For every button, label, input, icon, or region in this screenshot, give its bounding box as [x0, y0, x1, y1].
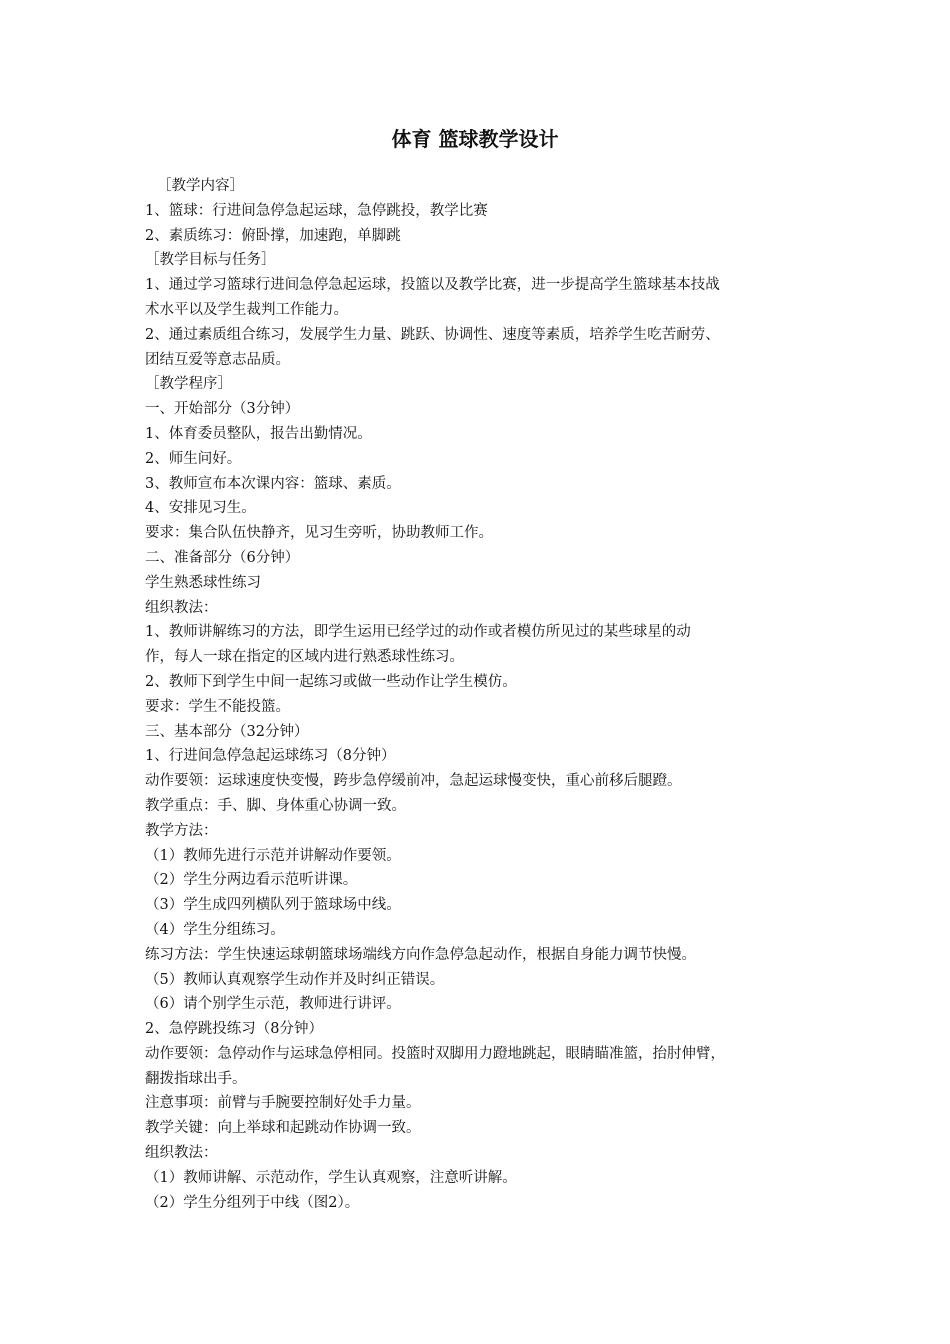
body-line: （5）教师认真观察学生动作并及时纠正错误。: [145, 971, 445, 988]
body-line: 教学关键：向上举球和起跳动作协调一致。: [145, 1120, 421, 1137]
body-line: 2、急停跳投练习（8分钟）: [145, 1021, 323, 1038]
body-line: （2）学生分组列于中线（图2）。: [145, 1194, 360, 1211]
body-line: 组织教法：: [145, 1145, 218, 1162]
body-line: 注意事项：前臂与手腕要控制好处手力量。: [145, 1095, 421, 1112]
document-body: [145, 174, 813, 1215]
body-line: 团结互爱等意志品质。: [145, 351, 290, 368]
body-line: 术水平以及学生裁判工作能力。: [145, 301, 348, 318]
body-line: 动作要领：急停动作与运球急停相同。投篮时双脚用力蹬地跳起，眼睛瞄准篮，抬肘伸臂，: [145, 1045, 725, 1062]
part-heading-prepare: 二、准备部分（6分钟）: [145, 549, 300, 566]
body-line: 学生熟悉球性练习: [145, 574, 261, 591]
body-line: 作，每人一球在指定的区域内进行熟悉球性练习。: [145, 649, 464, 666]
body-line: 动作要领：运球速度快变慢，跨步急停缓前冲，急起运球慢变快，重心前移后腿蹬。: [145, 773, 682, 790]
part-heading-basic: 三、基本部分（32分钟）: [145, 723, 309, 740]
part-heading-start: 一、开始部分（3分钟）: [145, 401, 300, 418]
body-line: （1）教师讲解、示范动作，学生认真观察，注意听讲解。: [145, 1169, 517, 1186]
body-line: 2、通过素质组合练习，发展学生力量、跳跃、协调性、速度等素质，培养学生吃苦耐劳、: [145, 326, 720, 343]
section-heading-procedure: ［教学程序］: [145, 376, 232, 393]
body-line: 练习方法：学生快速运球朝篮球场端线方向作急停急起动作，根据自身能力调节快慢。: [145, 946, 696, 963]
document-title: 体育 篮球教学设计: [391, 127, 559, 151]
body-line: 3、教师宣布本次课内容：篮球、素质。: [145, 475, 401, 492]
section-heading-goals: ［教学目标与任务］: [145, 252, 276, 269]
body-line: （6）请个别学生示范，教师进行讲评。: [145, 996, 401, 1013]
body-line: 教学重点：手、脚、身体重心协调一致。: [145, 797, 406, 814]
body-line: 教学方法：: [145, 822, 218, 839]
body-line: 要求：集合队伍快静齐，见习生旁听，协助教师工作。: [145, 525, 493, 542]
body-line: 1、教师讲解练习的方法，即学生运用已经学过的动作或者模仿所见过的某些球星的动: [145, 624, 691, 641]
section-heading-content: ［教学内容］: [157, 178, 244, 194]
body-line: 1、体育委员整队，报告出勤情况。: [145, 425, 372, 442]
body-line: 要求：学生不能投篮。: [145, 698, 290, 715]
body-line: 组织教法：: [145, 599, 218, 616]
body-line: 2、师生问好。: [145, 450, 242, 467]
body-line: （3）学生成四列横队列于篮球场中线。: [145, 897, 401, 914]
body-line: 1、通过学习篮球行进间急停急起运球，投篮以及教学比赛，进一步提高学生篮球基本技战: [145, 277, 720, 294]
body-line: （4）学生分组练习。: [145, 921, 285, 938]
body-line: 1、篮球：行进间急停急起运球，急停跳投，教学比赛: [145, 202, 488, 219]
body-line: 2、教师下到学生中间一起练习或做一些动作让学生模仿。: [145, 673, 517, 690]
body-line: 翻拨指球出手。: [145, 1070, 247, 1087]
body-line: 4、安排见习生。: [145, 500, 256, 517]
body-line: （2）学生分两边看示范听讲课。: [145, 872, 358, 889]
body-line: （1）教师先进行示范并讲解动作要领。: [145, 847, 401, 864]
body-line: 1、行进间急停急起运球练习（8分钟）: [145, 748, 396, 765]
body-line: 2、素质练习：俯卧撑，加速跑，单脚跳: [145, 227, 401, 244]
